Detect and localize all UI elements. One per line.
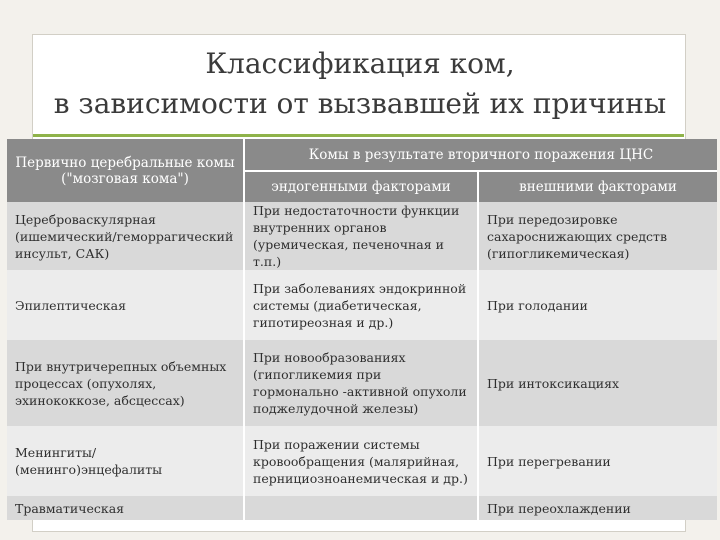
cell-primary: Цереброваскулярная (ишемический/геморрагический инсульт, САК): [7, 202, 244, 270]
cell-exogenous: При перегревании: [478, 426, 717, 496]
title-line-1: Классификация ком,: [205, 47, 515, 80]
cell-endogenous: При заболеваниях эндокринной системы (диабетическая, гипотиреозная и др.): [244, 270, 478, 340]
header-primary-cerebral: Первично церебральные комы ("мозговая кома"): [7, 139, 244, 202]
slide-title: [40, 44, 680, 124]
subheader-endogenous: эндогенными факторами: [244, 171, 478, 202]
table-row: [7, 426, 717, 496]
cell-exogenous: При голодании: [478, 270, 717, 340]
subheader-exogenous: внешними факторами: [478, 171, 717, 202]
cell-endogenous: [244, 496, 478, 520]
cell-exogenous: При передозировке сахароснижающих средств (гипогликемическая): [478, 202, 717, 270]
coma-classification-table: [7, 139, 717, 520]
cell-primary: Менингиты/ (менинго)энцефалиты: [7, 426, 244, 496]
table-row: [7, 496, 717, 520]
title-line-2: в зависимости от вызвавшей их причины: [53, 87, 667, 120]
cell-exogenous: При интоксикациях: [478, 340, 717, 426]
accent-line: [33, 134, 684, 137]
table-row: [7, 340, 717, 426]
cell-primary: Эпилептическая: [7, 270, 244, 340]
cell-primary: Травматическая: [7, 496, 244, 520]
cell-endogenous: При поражении системы кровообращения (малярийная, пернициозноанемическая и др.): [244, 426, 478, 496]
cell-primary: При внутричерепных объемных процессах (опухолях, эхинококкозе, абсцессах): [7, 340, 244, 426]
cell-endogenous: При новообразованиях (гипогликемия при гормонально -активной опухоли поджелудочной железы): [244, 340, 478, 426]
cell-exogenous: При переохлаждении: [478, 496, 717, 520]
header-secondary-cns: Комы в результате вторичного поражения ЦНС: [244, 139, 717, 171]
cell-endogenous: При недостаточности функции внутренних органов (уремическая, печеночная и т.п.): [244, 202, 478, 270]
table-row: [7, 270, 717, 340]
table-row: [7, 202, 717, 270]
